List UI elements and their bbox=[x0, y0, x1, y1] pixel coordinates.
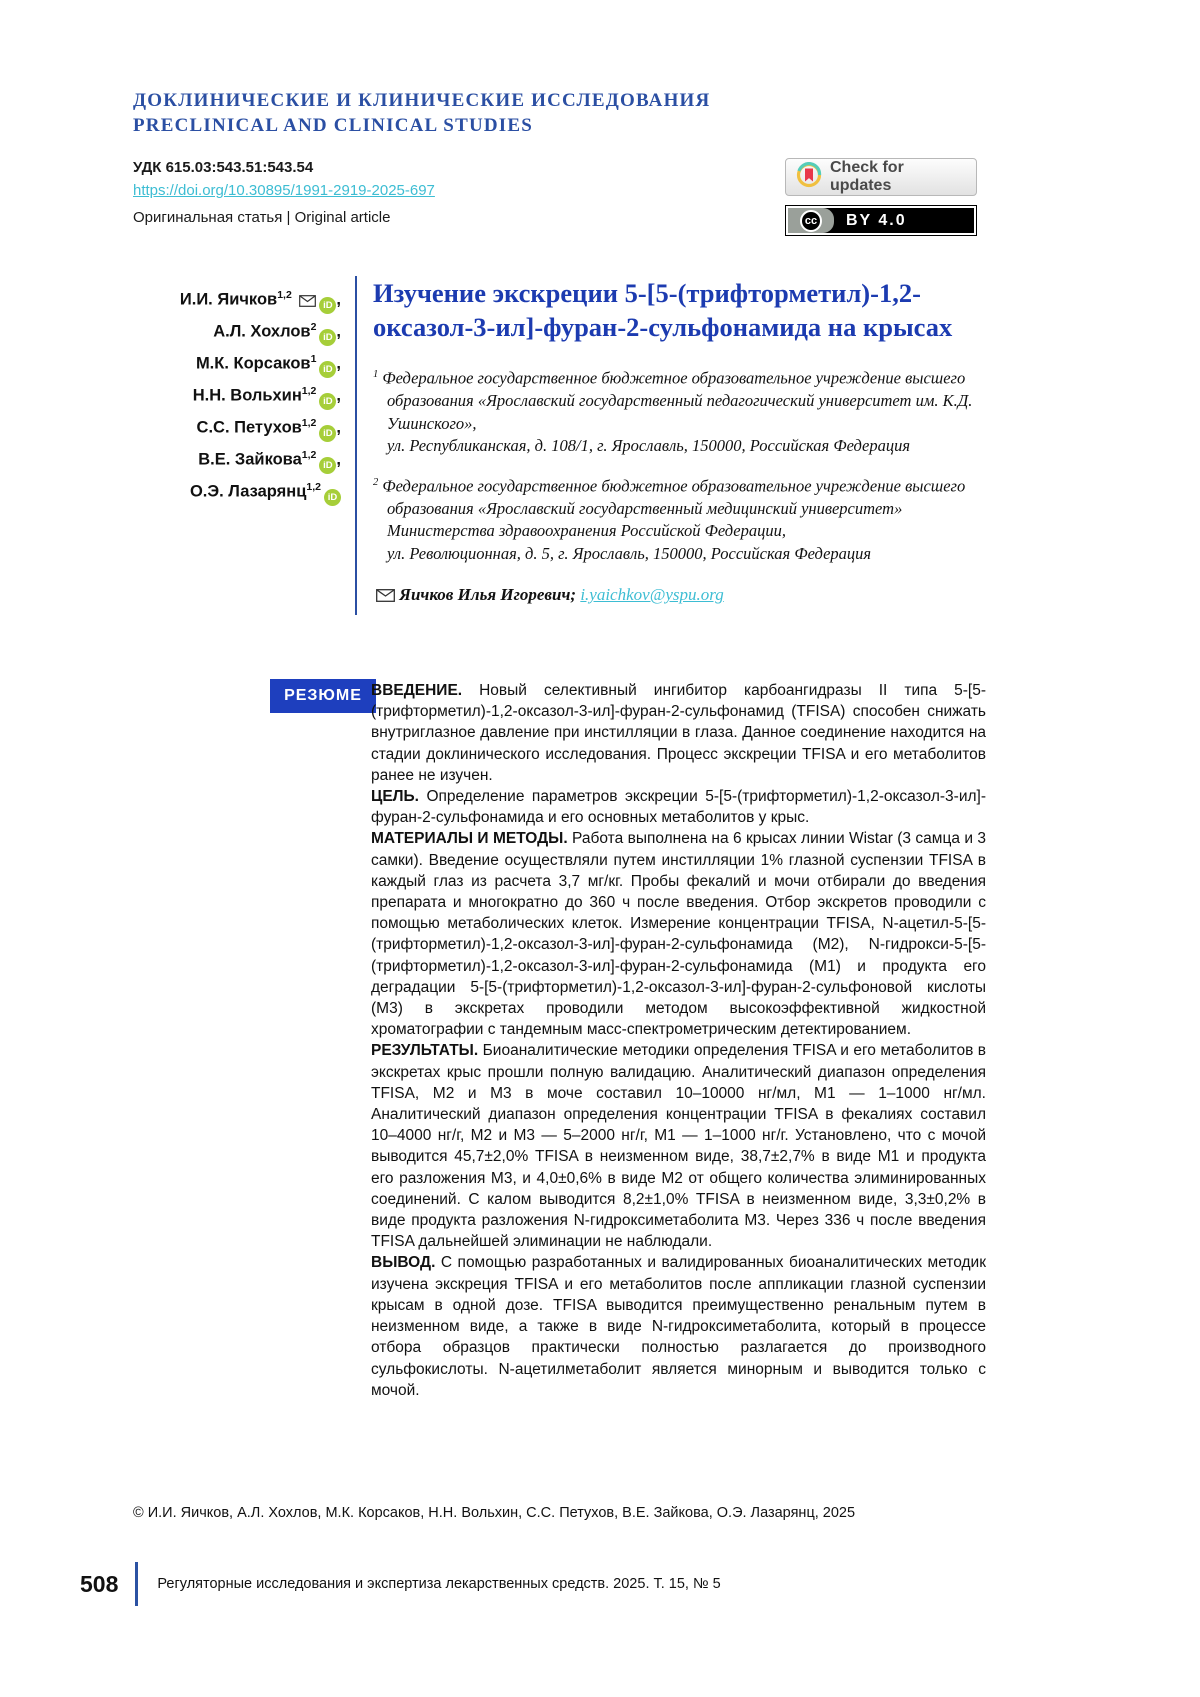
cc-by-license-badge[interactable] bbox=[785, 205, 977, 236]
author-name: О.Э. Лазарянц bbox=[189, 482, 307, 501]
udk-code: УДК 615.03:543.51:543.54 bbox=[133, 159, 314, 176]
orcid-icon[interactable]: iD bbox=[319, 361, 336, 378]
author-affil-sup: 1 bbox=[310, 353, 317, 365]
check-for-updates-button[interactable] bbox=[785, 158, 977, 196]
abstract-section-body: Новый селективный ингибитор карбоангидразы II типа 5-[5-(трифторметил)-1,2-оксазол-3-ил]-фуран-2-сульфонамид (TFISA) способен снижать внутриглазное давление при инстилляции в глаза. Данное соединение находится на стадии доклинического исследования. Процесс экскреции TFISA и его метаболитов ранее не изучен. bbox=[371, 682, 986, 784]
affiliation-1 bbox=[373, 364, 988, 458]
resume-badge: РЕЗЮМЕ bbox=[270, 679, 376, 713]
abstract-section-label: ЦЕЛЬ. bbox=[371, 788, 419, 806]
author-separator: , bbox=[336, 386, 341, 405]
author-affil-sup: 1,2 bbox=[301, 385, 317, 397]
section-header-ru: ДОКЛИНИЧЕСКИЕ И КЛИНИЧЕСКИЕ ИССЛЕДОВАНИЯ bbox=[133, 90, 711, 111]
doi-link[interactable]: https://doi.org/10.30895/1991-2919-2025-697 bbox=[133, 182, 435, 199]
abstract-section-materials-methods bbox=[371, 828, 986, 1040]
affiliation-1-sup: 1 bbox=[373, 369, 379, 380]
author-separator: , bbox=[336, 322, 341, 341]
author-name: Н.Н. Вольхин bbox=[192, 386, 302, 405]
author-name: В.Е. Зайкова bbox=[198, 450, 302, 469]
orcid-icon[interactable]: iD bbox=[324, 489, 341, 506]
author-name: С.С. Петухов bbox=[196, 418, 302, 437]
affiliation-1-org: Федеральное государственное бюджетное образовательное учреждение высшего образования «Ярославский государственный педагогический университет им. К.Д. Ушинского», bbox=[382, 368, 973, 433]
cc-license-text: BY 4.0 bbox=[846, 211, 907, 229]
affiliation-1-address: ул. Республиканская, д. 108/1, г. Ярославль, 150000, Российская Федерация bbox=[387, 436, 911, 455]
section-header bbox=[133, 88, 710, 138]
author-name: И.И. Яичков bbox=[179, 290, 278, 309]
badges-column bbox=[785, 158, 977, 236]
orcid-icon[interactable]: iD bbox=[319, 329, 336, 346]
orcid-icon[interactable]: iD bbox=[319, 297, 336, 314]
journal-citation: Регуляторные исследования и экспертиза лекарственных средств. 2025. Т. 15, № 5 bbox=[157, 1576, 721, 1592]
orcid-icon[interactable]: iD bbox=[319, 393, 336, 410]
author-line bbox=[133, 442, 341, 474]
author-line bbox=[133, 346, 341, 378]
affiliation-2 bbox=[373, 472, 988, 566]
author-affil-sup: 1,2 bbox=[306, 481, 321, 493]
crossmark-icon bbox=[796, 162, 822, 193]
author-line bbox=[133, 282, 341, 314]
author-separator: , bbox=[336, 418, 341, 437]
abstract-section-label: РЕЗУЛЬТАТЫ. bbox=[371, 1042, 479, 1060]
abstract-section-body: Биоаналитические методики определения TFISA и его метаболитов в экскретах крыс прошли полную валидацию. Аналитический диапазон определения TFISA, M2 и M3 в моче составил 10–10000 нг/мл, M1 — 1–1000 нг/мл. Аналитический диапазон определения концентрации TFISA в фекалиях составил 10–4000 нг/г, M2 и M3 — 5–2000 нг/г, M1 — 1–1000 нг/г. Установлено, что с мочой выводится 45,7±2,0% TFISA в неизменном виде, 38,7±2,7% в виде M1 и продукта его разложения M3, и 4,0±0,6% в виде M2 от общего количества элиминированных соединений. С калом выводится 8,2±1,0% TFISA в неизменном виде, 3,3±0,2% в виде продукта разложения N-гидроксиметаболита M3. Через 336 ч после введения TFISA дальнейшей элиминации не наблюдали. bbox=[371, 1042, 986, 1251]
abstract-section-body: С помощью разработанных и валидированных биоаналитических методик изучена экскреция TFISA и его метаболитов после аппликации глазной суспензии крысам в одной дозе. TFISA выводится преимущественно ренальным путем в неизменном виде, а также в виде N-гидроксиметаболита, который в процессе отбора образцов практически полностью разлагается до производного сульфокислоты. N-ацетилметаболит является минорным и выводится только с мочой. bbox=[371, 1254, 986, 1399]
author-name: М.К. Корсаков bbox=[195, 354, 311, 373]
author-line bbox=[133, 410, 341, 442]
article-meta bbox=[133, 156, 435, 229]
authors-list bbox=[133, 276, 355, 615]
affiliation-2-address: ул. Революционная, д. 5, г. Ярославль, 150000, Российская Федерация bbox=[387, 543, 872, 563]
envelope-icon bbox=[299, 295, 316, 307]
author-affil-sup: 1,2 bbox=[301, 417, 317, 429]
envelope-icon bbox=[376, 589, 395, 602]
author-affil-sup: 1,2 bbox=[301, 449, 317, 461]
abstract-section-body: Работа выполнена на 6 крысах линии Wistar (3 самца и 3 самки). Введение осуществляли путем инстилляции 1% глазной суспензии TFISA в каждый глаз из расчета 3,7 мг/кг. Пробы фекалий и мочи отбирали до введения препарата и многократно до 360 ч после введения. Отбор экскретов проводили с помощью метаболических клеток. Измерение концентрации TFISA, N-ацетил-5-[5-(трифторметил)-1,2-оксазол-3-ил]-фуран-2-сульфонамида (M2), N-гидрокси-5-[5-(трифторметил)-1,2-оксазол-3-ил]-фуран-2-сульфонамида (M1) и продукта его деградации 5-[5-(трифторметил)-1,2-оксазол-3-ил]-фуран-2-сульфоновой кислоты (M3) в экскретах проводили методом высокоэффективной жидкостной хроматографии с тандемным масс-спектрометрическим детектированием. bbox=[371, 830, 987, 1039]
abstract-section-conclusion bbox=[371, 1252, 986, 1400]
title-block bbox=[133, 276, 988, 615]
abstract-section-label: ВЫВОД. bbox=[371, 1254, 436, 1272]
author-name: А.Л. Хохлов bbox=[213, 322, 311, 341]
author-affil-sup: 2 bbox=[310, 321, 317, 333]
article-type: Оригинальная статья | Original article bbox=[133, 209, 391, 226]
cc-icon bbox=[788, 208, 834, 233]
abstract-section-label: ВВЕДЕНИЕ. bbox=[371, 682, 463, 699]
abstract-section-introduction bbox=[371, 680, 986, 786]
author-line bbox=[133, 378, 341, 410]
orcid-icon[interactable]: iD bbox=[319, 425, 336, 442]
author-separator: , bbox=[336, 450, 341, 469]
abstract-section-results bbox=[371, 1040, 986, 1252]
article-title: Изучение экскреции 5-[5-(трифторметил)-1,2-оксазол-3-ил]-фуран-2-сульфонамида на крысах bbox=[373, 278, 953, 342]
abstract-text bbox=[371, 680, 986, 1401]
abstract-section-body: Определение параметров экскреции 5-[5-(трифторметил)-1,2-оксазол-3-ил]-фуран-2-сульфонамида и его основных метаболитов у крыс. bbox=[371, 788, 986, 827]
cc-icon-letters: cc bbox=[800, 210, 822, 232]
abstract-section-aim bbox=[371, 786, 986, 828]
check-for-updates-label: Check for updates bbox=[830, 159, 904, 194]
section-header-en: PRECLINICAL AND CLINICAL STUDIES bbox=[133, 115, 534, 136]
author-affil-sup: 1,2 bbox=[277, 289, 292, 301]
copyright-line: © И.И. Яичков, А.Л. Хохлов, М.К. Корсаков, Н.Н. Вольхин, С.С. Петухов, В.Е. Зайкова, О.Э. Лазарянц, 2025 bbox=[133, 1505, 856, 1521]
author-line bbox=[133, 314, 341, 346]
corresponding-author bbox=[373, 585, 988, 615]
footer-divider bbox=[135, 1562, 138, 1606]
corresponding-author-name: Яичков Илья Игоревич; bbox=[399, 585, 577, 604]
abstract-section-label: МАТЕРИАЛЫ И МЕТОДЫ. bbox=[371, 830, 568, 848]
page-number: 508 bbox=[80, 1570, 119, 1597]
cc-badge-inner bbox=[788, 208, 974, 233]
orcid-icon[interactable]: iD bbox=[319, 457, 336, 474]
author-separator: , bbox=[336, 354, 341, 373]
title-column bbox=[355, 276, 988, 615]
author-separator: , bbox=[336, 290, 341, 309]
affiliation-2-sup: 2 bbox=[373, 476, 379, 488]
affiliation-2-org: Федеральное государственное бюджетное образовательное учреждение высшего образования «Ярославский государственный медицинский университет» Министерства здравоохранения Российской Федерации, bbox=[382, 476, 966, 540]
corresponding-author-email-link[interactable]: i.yaichkov@yspu.org bbox=[580, 585, 724, 604]
page-footer bbox=[80, 1562, 721, 1606]
author-line bbox=[133, 474, 341, 506]
